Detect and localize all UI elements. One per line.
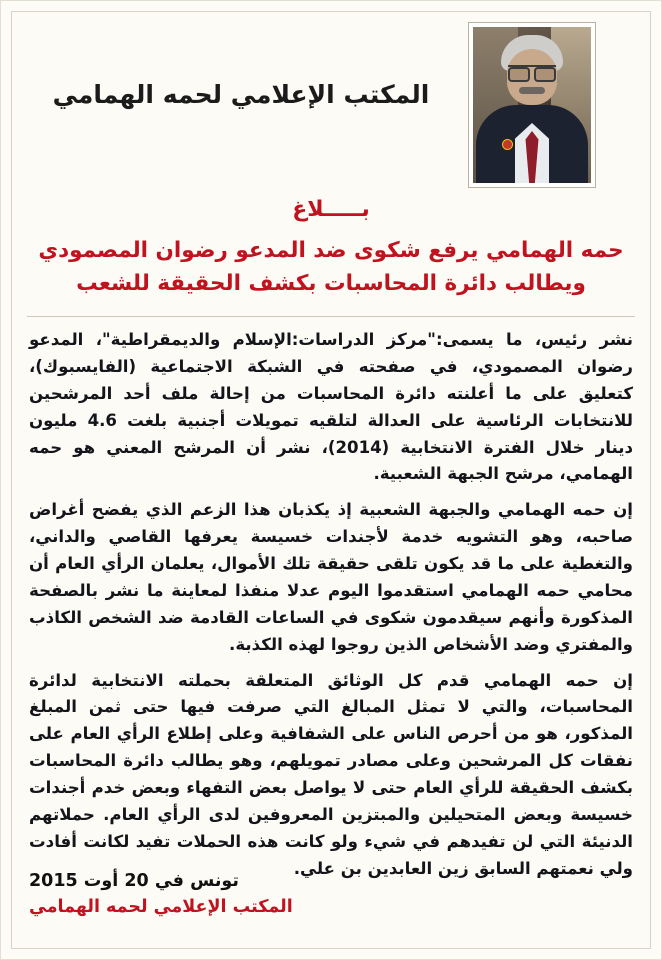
- lapel-pin-icon: [503, 140, 512, 149]
- document-footer: [29, 871, 633, 917]
- footer-signature: المكتب الإعلامي لحمه الهمامي: [29, 897, 293, 917]
- headline-kicker: بـــــلاغ: [292, 197, 370, 222]
- portrait-photo: [469, 23, 595, 187]
- headline-block: [25, 197, 637, 301]
- body-paragraph-3: إن حمه الهمامي قدم كل الوثائق المتعلقة بحملته الانتخابية لدائرة المحاسبات، والتي لا تمثل المبالغ التي صرفت فيها حتى ثمن المبلغ المذكور، هو من أحرص الناس على الشفافية وعلى إطلاع الرأي العام على نفقات كل المرشحين وعلى مصادر تمويلهم، وهو يطالب دائرة المحاسبات بكشف الحقيقة للرأي العام حتى لا يواصل بعض التفهاء وبعض خدم أجندات خسيسة وبعض المتحيلين والمبتزين المعروفين لدى الرأي العام. حملاتهم الدنيئة التي لن تفيدهم في شيء ولو كانت هذه الحملات تفيد لكانت أفادت ولي نعمتهم السابق زين العابدين بن علي.: [29, 670, 633, 878]
- body-text: [29, 327, 633, 885]
- body-paragraph-1: نشر رئيس، ما يسمى:"مركز الدراسات:الإسلام والديمقراطية"، المدعو رضوان المصمودي، في صفحته في الشبكة الاجتماعية (الفايسبوك)، كتعليق على ما أعلنته دائرة المحاسبات من إحالة ملف أحد المرشحين للانتخابات الرئاسية على العدالة لتلقيه تمويلات أجنبية بلغت 4.6 مليون دينار خلال الفترة الانتخابية (2014)، نشر أن المرشح المعني هو حمه الهمامي، مرشح الجبهة الشعبية.: [29, 330, 633, 484]
- office-title: المكتب الإعلامي لحمه الهمامي: [52, 80, 430, 109]
- document-header: [17, 15, 645, 175]
- footer-date: تونس في 20 أوت 2015: [29, 871, 239, 891]
- body-paragraph-2: إن حمه الهمامي والجبهة الشعبية إذ يكذبان هذا الزعم الذي يفضح أغراض صاحبه، وهو التشويه خدمة لأجندات خسيسة يعرفها القاصي والداني، والتغطية على ما قد يكون تلقى حقيقة تلك الأموال، يعلمان الرأي العام أن محامي حمه الهمامي استقدموا اليوم عدلا منفذا لمعاينة ما نشر بالصفحة المذكورة وأنهم سيقدمون شكوى في الساعات القادمة ضد الشخص الكاذب والمفتري وضد الأشخاص الذين روجوا لهذه الكذبة.: [29, 500, 633, 654]
- headline-line-1: حمه الهمامي يرفع شكوى ضد المدعو رضوان المصمودي: [38, 238, 624, 263]
- glasses-icon: [508, 65, 556, 80]
- headline-line-2: ويطالب دائرة المحاسبات بكشف الحقيقة للشعب: [76, 271, 586, 297]
- header-divider: [27, 316, 635, 317]
- portrait-mustache: [519, 87, 545, 94]
